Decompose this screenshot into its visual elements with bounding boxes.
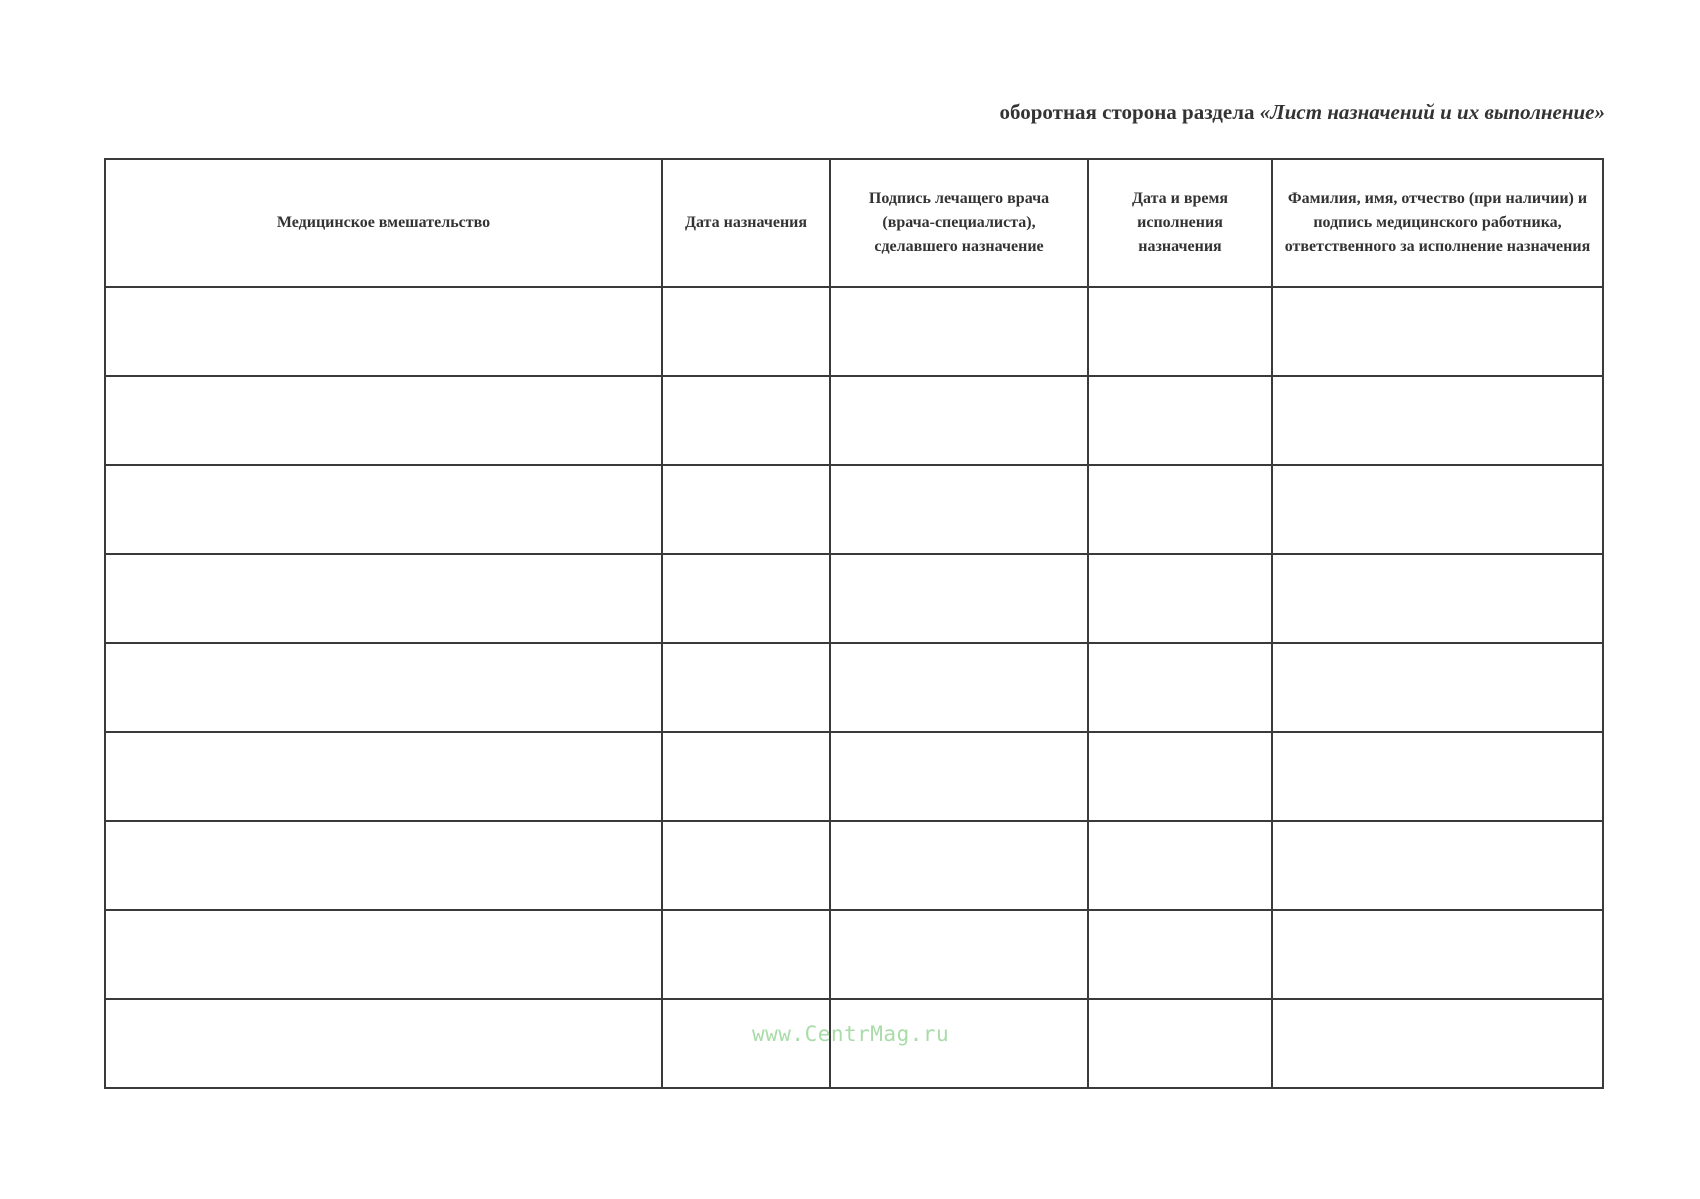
table-cell[interactable] xyxy=(1088,287,1272,376)
table-cell[interactable] xyxy=(1088,643,1272,732)
table-cell[interactable] xyxy=(662,643,830,732)
table-row xyxy=(105,465,1603,554)
table-row xyxy=(105,643,1603,732)
column-header-executor-name-signature: Фамилия, имя, отчество (при наличии) и подпись медицинского работника, ответственного за исполнение назначения xyxy=(1272,159,1603,287)
table-cell[interactable] xyxy=(830,910,1088,999)
prescriptions-table xyxy=(104,158,1604,1089)
table-cell[interactable] xyxy=(830,465,1088,554)
form-heading xyxy=(1000,100,1605,125)
table-cell[interactable] xyxy=(662,376,830,465)
table-cell[interactable] xyxy=(1272,643,1603,732)
table-cell[interactable] xyxy=(662,554,830,643)
table-cell[interactable] xyxy=(105,465,662,554)
table-cell[interactable] xyxy=(105,821,662,910)
table-header-row xyxy=(105,159,1603,287)
table-cell[interactable] xyxy=(830,732,1088,821)
table-cell[interactable] xyxy=(105,732,662,821)
table-cell[interactable] xyxy=(1272,732,1603,821)
table-cell[interactable] xyxy=(1272,910,1603,999)
table-cell[interactable] xyxy=(830,643,1088,732)
table-cell[interactable] xyxy=(662,287,830,376)
column-header-prescription-date: Дата назначения xyxy=(662,159,830,287)
table-cell[interactable] xyxy=(830,287,1088,376)
table-cell[interactable] xyxy=(105,376,662,465)
table-cell[interactable] xyxy=(830,376,1088,465)
table-cell[interactable] xyxy=(1272,376,1603,465)
table-row xyxy=(105,554,1603,643)
table-cell[interactable] xyxy=(1088,999,1272,1088)
table-cell[interactable] xyxy=(1088,910,1272,999)
table-cell[interactable] xyxy=(105,910,662,999)
table-cell[interactable] xyxy=(830,554,1088,643)
table-cell[interactable] xyxy=(1272,554,1603,643)
table-cell[interactable] xyxy=(1088,732,1272,821)
table-cell[interactable] xyxy=(105,554,662,643)
table-row xyxy=(105,376,1603,465)
table-row xyxy=(105,287,1603,376)
table-cell[interactable] xyxy=(1088,554,1272,643)
table-cell[interactable] xyxy=(662,910,830,999)
table-row xyxy=(105,910,1603,999)
table-cell[interactable] xyxy=(1088,376,1272,465)
table-cell[interactable] xyxy=(105,287,662,376)
table-body xyxy=(105,287,1603,1088)
column-header-medical-intervention: Медицинское вмешательство xyxy=(105,159,662,287)
table-cell[interactable] xyxy=(1272,999,1603,1088)
table-cell[interactable] xyxy=(105,999,662,1088)
column-header-execution-datetime: Дата и время исполнения назначения xyxy=(1088,159,1272,287)
table-cell[interactable] xyxy=(1272,465,1603,554)
table-cell[interactable] xyxy=(1088,821,1272,910)
table-cell[interactable] xyxy=(105,643,662,732)
form-heading-title: «Лист назначений и их выполнение» xyxy=(1259,100,1605,124)
table-cell[interactable] xyxy=(830,821,1088,910)
table-cell[interactable] xyxy=(1272,821,1603,910)
table-cell[interactable] xyxy=(662,821,830,910)
table-cell[interactable] xyxy=(1088,465,1272,554)
form-heading-prefix: оборотная сторона раздела xyxy=(999,100,1260,124)
column-header-doctor-signature: Подпись лечащего врача (врача-специалиста), сделавшего назначение xyxy=(830,159,1088,287)
table-cell[interactable] xyxy=(1272,287,1603,376)
table-cell[interactable] xyxy=(662,732,830,821)
table-row xyxy=(105,732,1603,821)
table-cell[interactable] xyxy=(662,465,830,554)
watermark: www.CentrMag.ru xyxy=(752,1022,950,1046)
table-row xyxy=(105,821,1603,910)
